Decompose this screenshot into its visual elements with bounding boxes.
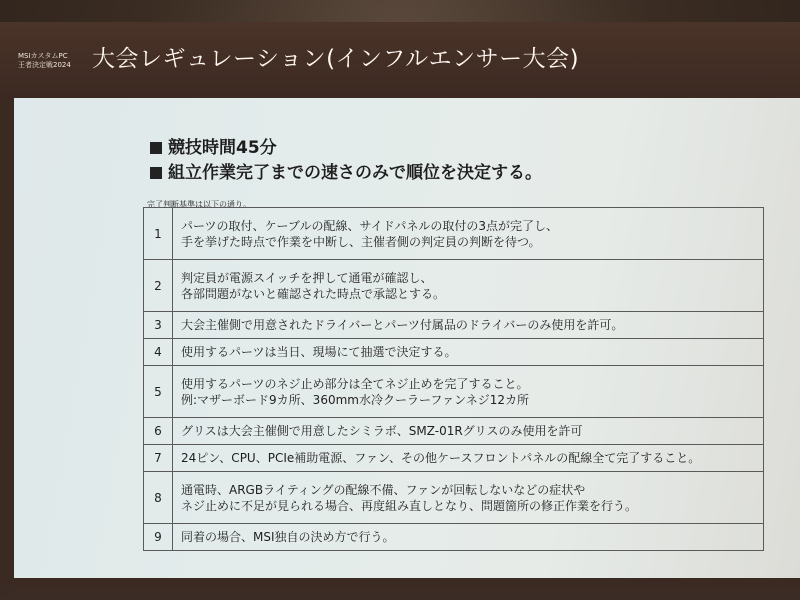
rule-number: 4 [144, 339, 173, 366]
table-row [144, 524, 764, 551]
rule-number: 7 [144, 445, 173, 472]
rule-line: 判定員が電源スイッチを押して通電が確認し、 [181, 270, 433, 285]
table-row [144, 208, 764, 260]
table-row [144, 472, 764, 524]
headline-ranking [150, 158, 542, 183]
rule-number: 2 [144, 260, 173, 312]
rule-text [173, 445, 764, 472]
rule-text [173, 208, 764, 260]
rule-text [173, 260, 764, 312]
rule-line: 使用するパーツは当日、現場にて抽選で決定する。 [181, 345, 457, 359]
headline-text: 組立作業完了までの速さのみで順位を決定する。 [168, 163, 542, 183]
rule-text [173, 312, 764, 339]
left-edge [0, 98, 14, 600]
rule-line: 同着の場合、MSI独自の決め方で行う。 [181, 530, 395, 544]
table-row [144, 260, 764, 312]
rule-line: 大会主催側で用意されたドライバーとパーツ付属品のドライバーのみ使用を許可。 [181, 318, 624, 332]
headline-text: 競技時間45分 [168, 138, 277, 158]
rules-table-body [144, 208, 764, 551]
rule-line: ネジ止めに不足が見られる場合、再度組み直しとなり、問題箇所の修正作業を行う。 [181, 498, 638, 513]
rule-text [173, 472, 764, 524]
rule-line: 通電時、ARGBライティングの配線不備、ファンが回転しないなどの症状や [181, 482, 586, 497]
rule-line: 24ピン、CPU、PCIe補助電源、ファン、その他ケースフロントパネルの配線全て完了すること。 [181, 451, 701, 465]
rules-table [143, 207, 764, 551]
table-row [144, 339, 764, 366]
rule-line: 例:マザーボード9カ所、360mm水冷クーラーファンネジ12カ所 [181, 392, 530, 407]
square-bullet-icon [150, 142, 162, 154]
table-row [144, 312, 764, 339]
rule-number: 3 [144, 312, 173, 339]
table-row [144, 445, 764, 472]
rule-text [173, 524, 764, 551]
brand-line-2: 王者決定戦2024 [18, 61, 71, 69]
bottom-edge [0, 580, 800, 600]
rule-number: 6 [144, 418, 173, 445]
rule-line: パーツの取付、ケーブルの配線、サイドパネルの取付の3点が完了し、 [181, 218, 558, 233]
rule-line: グリスは大会主催側で用意したシミラボ、SMZ-01Rグリスのみ使用を許可 [181, 424, 583, 438]
rule-line: 手を挙げた時点で作業を中断し、主催者側の判定員の判断を待つ。 [181, 234, 541, 249]
rule-number: 8 [144, 472, 173, 524]
rule-line: 使用するパーツのネジ止め部分は全てネジ止めを完了すること。 [181, 376, 529, 391]
rule-number: 5 [144, 366, 173, 418]
brand-line-1: MSIカスタムPC [18, 52, 68, 60]
rule-number: 9 [144, 524, 173, 551]
square-bullet-icon [150, 167, 162, 179]
rule-line: 各部問題がないと確認された時点で承認とする。 [181, 286, 446, 301]
rule-number: 1 [144, 208, 173, 260]
brand-logo [18, 52, 80, 70]
criteria-note: 完了判断基準は以下の通り。 [147, 200, 251, 209]
headline-time [150, 133, 277, 158]
rule-text [173, 418, 764, 445]
rule-text [173, 366, 764, 418]
slide-title: 大会レギュレーション(インフルエンサー大会) [92, 46, 580, 72]
rule-text [173, 339, 764, 366]
table-row [144, 418, 764, 445]
table-row [144, 366, 764, 418]
